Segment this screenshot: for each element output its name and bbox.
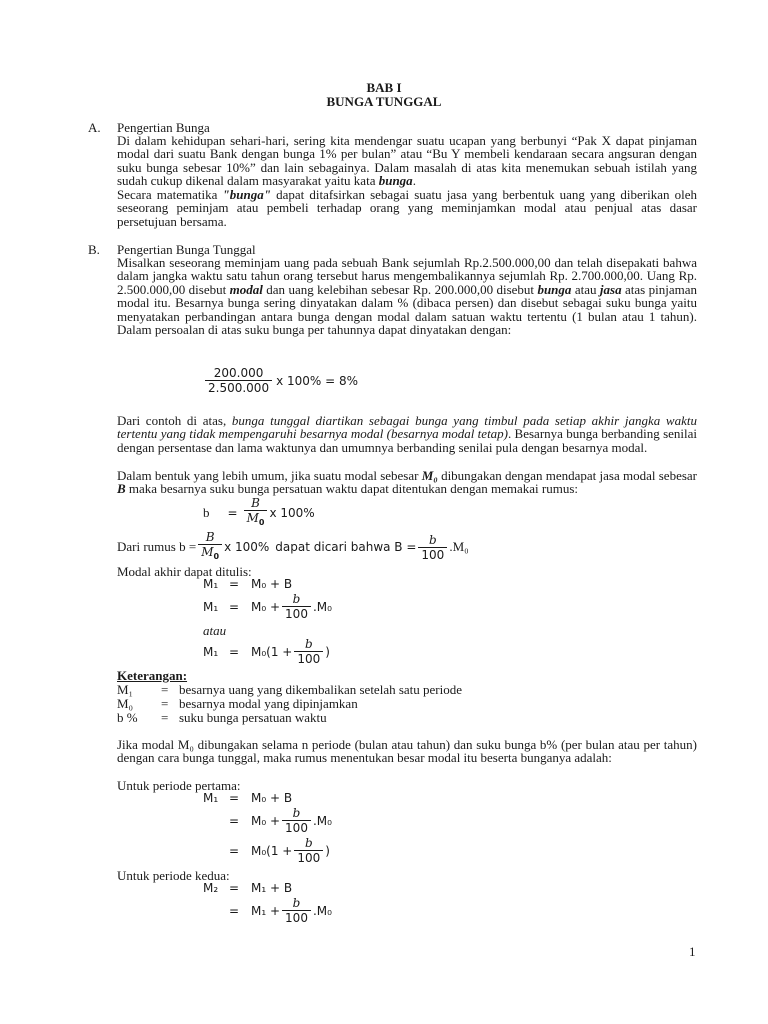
formula-equals: = [229, 599, 240, 614]
keterangan-row [117, 682, 462, 697]
formula-equals: = [229, 903, 240, 918]
denominator: 100 [418, 547, 447, 562]
formula-equals: = [229, 813, 240, 828]
numerator: b [292, 896, 301, 910]
formula-tail: .M₀ [312, 903, 332, 918]
text: dapat ditafsirkan sebagai suatu jasa yang berbentuk uang yang diberikan oleh seseorang peminjam atau pembeli terhadap orang yang meminjamkan modal atau penjual atas dasar persetujuan bersama. [117, 187, 697, 229]
denominator: 2.500.000 [205, 380, 272, 395]
fraction [294, 836, 323, 865]
denominator-subscript: 0 [213, 552, 220, 561]
section-b-paragraph-2 [117, 414, 697, 454]
denominator: 100 [282, 910, 311, 925]
formula-tail: x 100% [269, 506, 315, 520]
formula-m1-expanded [203, 592, 332, 621]
denominator: 100 [294, 651, 323, 666]
formula-m1-sum [203, 576, 292, 592]
keterangan-symbol: M₁ [117, 682, 134, 697]
emphasis-bunga: bunga [537, 281, 572, 297]
numerator: B [205, 530, 215, 544]
denominator: 100 [294, 850, 323, 865]
formula-prefix: M₀(1 + [251, 644, 293, 659]
numerator: b [304, 836, 313, 850]
keterangan-equals: = [161, 682, 169, 697]
formula-tail: .M₀ [449, 539, 469, 554]
keterangan-symbol: M₀ [117, 696, 134, 711]
keterangan-equals: = [161, 696, 169, 711]
chapter-title: BUNGA TUNGGAL [326, 94, 442, 109]
atau-label: atau [203, 623, 227, 638]
formula-periode-2-sum [203, 880, 292, 896]
keterangan-equals: = [161, 710, 169, 725]
section-a-paragraph-1 [117, 134, 697, 188]
equation-tail: x 100% = 8% [276, 373, 359, 388]
formula-m1-factored [203, 637, 330, 666]
emphasis-bunga-quoted: "bunga" [222, 187, 271, 202]
formula-lhs: M₁ [203, 599, 219, 614]
formula-tail: .M₀ [312, 599, 332, 614]
text: Dari contoh di atas, [117, 413, 232, 428]
formula-lhs: b [203, 505, 210, 520]
fraction [282, 806, 311, 835]
denominator [198, 544, 222, 564]
section-b-label: B. [88, 242, 100, 257]
formula-rhs: M₀ + B [251, 577, 293, 591]
fraction [418, 533, 447, 562]
fraction [282, 592, 311, 621]
text: Secara matematika [117, 187, 223, 202]
keterangan-description: suku bunga persatuan waktu [179, 710, 327, 725]
fraction [282, 896, 311, 925]
formula-lhs: M₁ [203, 791, 219, 805]
text: atas pinjaman modal itu. Besarnya bunga sering dinyatakan dalam % (dibaca persen) dan disebut sebagai suku bunga yaitu menyatakan perbandingan antara bunga dengan modal dalam satuan waktu tertentu (1 bulan atau 1 tahun). Dalam persoalan di atas suku bunga per tahunnya dapat dinyatakan dengan: [117, 281, 697, 338]
definition-italic: bunga tunggal diartikan sebagai bunga yang timbul pada setiap akhir jangka waktu tertentu yang tidak mempengaruhi besarnya modal (besarnya modal tetap) [117, 413, 697, 442]
formula-text: dapat dicari bahwa B = [275, 540, 417, 554]
text: maka besarnya suku bunga persatuan waktu dapat ditentukan dengan memakai rumus: [125, 481, 579, 497]
symbol-b: B [117, 481, 126, 497]
equation-suku-bunga-example [203, 366, 358, 395]
text: . Besarnya bunga berbanding senilai dengan persentase dan lama waktunya dan umumnya berbanding senilai pula dengan besarnya modal. [117, 426, 697, 455]
text: Misalkan seseorang meminjam uang pada sebuah Bank sejumlah Rp.2.500.000,00 dan telah disepakati bahwa dalam jangka waktu satu tahun orang tersebut harus mengembalikannya sejumlah Rp. 2.700.000,00. Uang Rp. 2.500.000,00 disebut [117, 255, 697, 297]
periode-intro: Jika modal M₀ dibungakan selama n periode (bulan atau tahun) dan suku bunga b% (per bulan atau per tahun) dengan cara bunga tunggal, maka rumus menentukan besar modal itu beserta bunganya adalah: [117, 737, 697, 766]
keterangan-row [117, 696, 358, 711]
formula-suku-bunga [203, 496, 315, 530]
formula-equals: = [227, 506, 238, 520]
fraction [205, 366, 272, 395]
denominator: 100 [282, 820, 311, 835]
formula-equals: = [229, 644, 240, 659]
section-b-paragraph-1 [117, 256, 697, 336]
formula-lhs: M₁ [203, 644, 219, 659]
periode-pertama-label: Untuk periode pertama: [117, 778, 241, 793]
numerator: b [304, 637, 313, 651]
section-a-label: A. [88, 120, 101, 135]
formula-equals: = [229, 843, 240, 858]
symbol-m0: M₀ [421, 468, 438, 483]
numerator: B [251, 496, 260, 510]
modal-akhir-label: Modal akhir dapat ditulis: [117, 564, 252, 579]
formula-middle: x 100% [224, 540, 270, 554]
keterangan-description: besarnya uang yang dikembalikan setelah satu periode [179, 682, 463, 697]
formula-equals: = [229, 791, 240, 805]
formula-equals: = [229, 881, 240, 895]
formula-prefix: Dari rumus b = [117, 539, 197, 554]
formula-periode-1-sum [203, 790, 292, 806]
formula-periode-2-expanded [229, 896, 332, 925]
formula-prefix: M₁ + [251, 903, 281, 918]
periode-kedua-label: Untuk periode kedua: [117, 868, 230, 883]
formula-prefix: M₀ + [251, 813, 281, 828]
numerator: b [429, 532, 437, 547]
formula-tail: ) [325, 843, 330, 858]
denominator-base: M [246, 511, 259, 525]
formula-rhs: M₁ + B [251, 881, 293, 895]
section-a-heading: Pengertian Bunga [117, 120, 210, 135]
numerator: b [292, 806, 301, 820]
numerator: b [292, 592, 301, 606]
chapter-label: BAB I [366, 80, 402, 95]
formula-periode-1-expanded [229, 806, 332, 835]
text: dibungakan dengan mendapat jasa modal sebesar [437, 468, 697, 483]
text: atau [571, 281, 600, 297]
denominator-subscript: 0 [258, 518, 265, 527]
fraction [198, 530, 222, 564]
formula-rhs: M₀ + B [251, 791, 293, 805]
keterangan-symbol: b % [117, 710, 138, 725]
section-b-paragraph-3 [117, 469, 697, 496]
numerator: 200.000 [213, 366, 264, 380]
formula-lhs: M₁ [203, 577, 219, 591]
text: dan uang kelebihan sebesar Rp. 200.000,00 disebut [262, 281, 538, 297]
formula-prefix: M₀ + [251, 599, 281, 614]
text: . [412, 173, 416, 189]
emphasis-bunga: bunga [378, 173, 413, 189]
keterangan-description: besarnya modal yang dipinjamkan [179, 696, 358, 711]
section-b-heading: Pengertian Bunga Tunggal [117, 242, 256, 257]
page-number: 1 [689, 944, 696, 959]
section-a-paragraph-2 [117, 188, 697, 228]
formula-prefix: M₀(1 + [251, 843, 293, 858]
formula-lhs: M₂ [203, 881, 219, 895]
formula-modal-derivation [117, 530, 469, 564]
formula-tail: ) [325, 644, 330, 659]
formula-periode-1-factored [229, 836, 330, 865]
keterangan-row [117, 710, 327, 725]
denominator [244, 510, 268, 530]
fraction [294, 637, 323, 666]
denominator: 100 [282, 606, 311, 621]
emphasis-jasa: jasa [599, 281, 622, 297]
denominator-base: M [201, 545, 214, 559]
fraction [244, 496, 268, 530]
text: Dalam bentuk yang lebih umum, jika suatu modal sebesar [117, 468, 422, 483]
formula-tail: .M₀ [312, 813, 332, 828]
formula-equals: = [229, 577, 240, 591]
keterangan-heading: Keterangan: [117, 668, 188, 683]
text: Di dalam kehidupan sehari-hari, sering kita mendengar suatu ucapan yang berbunyi “Pak X dapat pinjaman modal dari suatu Bank dengan bunga 1% per bulan” atau “Bu Y membeli kendaraan secara angsuran dengan suku bunga sebesar 10%” dan lain sebagainya. Dalam masalah di atas kita menemukan sebuah istilah yang sudah cukup dikenal dalam masyarakat yaitu kata [117, 133, 697, 189]
emphasis-modal: modal [229, 281, 263, 297]
